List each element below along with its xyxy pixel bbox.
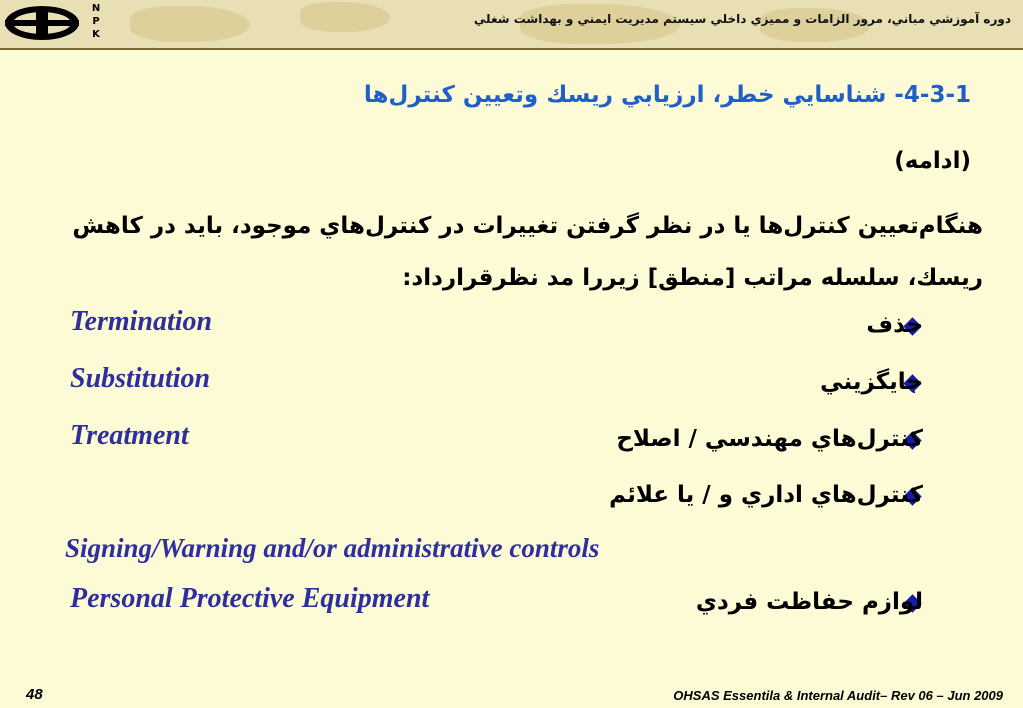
list-item-fa: لوازم حفاظت فردي xyxy=(695,589,923,615)
npk-letter: P xyxy=(92,16,100,27)
page-number: 48 xyxy=(26,686,43,703)
continued-label: (ادامه) xyxy=(894,148,971,174)
footer-text: OHSAS Essentila & Internal Audit– Rev 06 – Jun 2009 xyxy=(673,688,1003,703)
intro-paragraph: هنگام‌تعيين كنترل‌ها يا در نظر گرفتن تغييرات در كنترل‌هاي موجود، بايد در كاهش ريسك، سلسله مراتب [منطق] زيررا مد نظرقرارداد: xyxy=(72,213,983,291)
list-item-en: Signing/Warning and/or administrative controls xyxy=(65,533,600,563)
list-item-en: Substitution xyxy=(70,363,211,394)
slide-heading: 4-3-1- شناسايي خطر، ارزيابي ريسك وتعيين كنترل‌ها xyxy=(363,82,971,108)
world-map-shape xyxy=(300,2,390,32)
world-map-shape xyxy=(130,6,250,42)
list-item-fa: كنترل‌هاي اداري و / يا علائم xyxy=(609,482,923,508)
course-title: دوره آموزشي مباني، مرور الزامات و مميزي داخلي سيستم مديريت ايمني و بهداشت شغلي xyxy=(473,12,1011,26)
slide-header xyxy=(0,0,1023,50)
npk-letter: N xyxy=(91,3,101,14)
list-item-en: Treatment xyxy=(70,420,189,451)
npk-letters xyxy=(88,2,104,41)
list-item-fa: حذف xyxy=(866,312,923,338)
npk-logo-icon xyxy=(2,3,82,43)
list-item-fa: كنترل‌هاي مهندسي / اصلاح xyxy=(616,426,923,452)
list-item-fa: جايگزيني xyxy=(820,369,923,395)
list-item-en: Termination xyxy=(70,306,213,337)
npk-letter: K xyxy=(92,29,100,40)
list-item-en: Personal Protective Equipment xyxy=(70,583,430,614)
